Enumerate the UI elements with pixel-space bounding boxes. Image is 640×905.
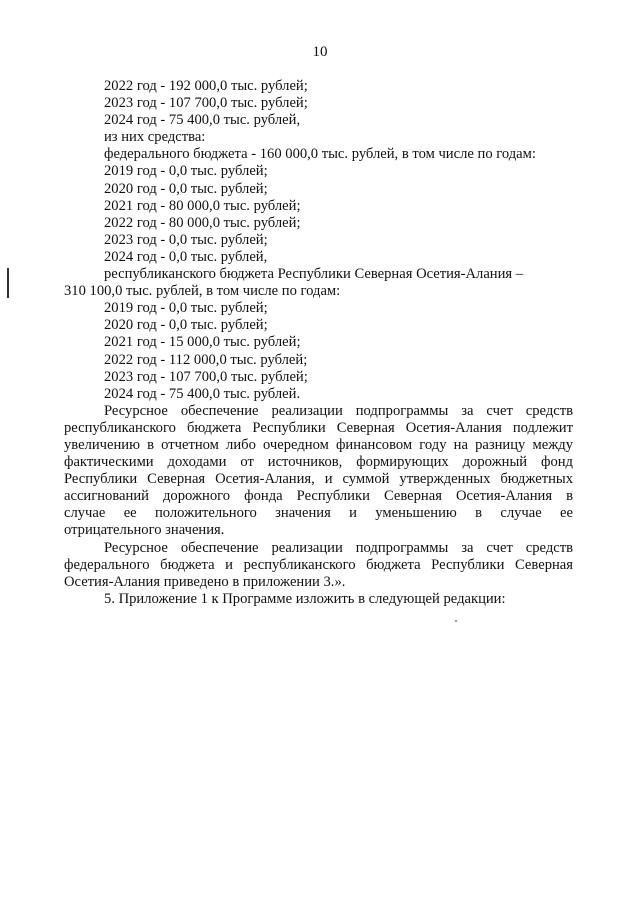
paragraph-line: увеличению в отчетном либо очередном финансовом году на разницу между — [64, 436, 573, 453]
amendment-item-5: 5. Приложение 1 к Программе изложить в следующей редакции: — [104, 590, 506, 607]
republic-budget-line: республиканского бюджета Республики Северная Осетия-Алания – — [104, 266, 524, 283]
paragraph-line: фактическими доходами от источников, формирующих дорожный фонд — [64, 454, 573, 471]
paragraph-resource-appendix — [64, 540, 573, 591]
funding-line: 2023 год - 107 700,0 тыс. рублей; — [104, 95, 308, 112]
funding-line: 2022 год - 112 000,0 тыс. рублей; — [104, 351, 308, 368]
paragraph-line: случае ее положительного значения и уменьшению в случае ее — [64, 505, 573, 522]
federal-budget-line: федерального бюджета - 160 000,0 тыс. рублей, в том числе по годам: — [104, 146, 536, 163]
paragraph-line: Республики Северная Осетия-Алания, и суммой утвержденных бюджетных — [64, 471, 573, 488]
funding-line: 2020 год - 0,0 тыс. рублей; — [104, 180, 268, 197]
funding-line: 2019 год - 0,0 тыс. рублей; — [104, 300, 268, 317]
margin-mark — [7, 268, 9, 298]
funding-line: 2023 год - 0,0 тыс. рублей; — [104, 231, 268, 248]
funding-line: 2023 год - 107 700,0 тыс. рублей; — [104, 368, 308, 385]
funding-line: 2022 год - 80 000,0 тыс. рублей; — [104, 214, 301, 231]
funding-line: 2020 год - 0,0 тыс. рублей; — [104, 317, 268, 334]
paragraph-line: Ресурсное обеспечение реализации подпрограммы за счет средств — [104, 539, 573, 556]
page-number: 10 — [312, 44, 328, 60]
funding-line: 2021 год - 15 000,0 тыс. рублей; — [104, 334, 301, 351]
funding-line: 2022 год - 192 000,0 тыс. рублей; — [104, 78, 308, 94]
paragraph-line: Осетия-Алания приведено в приложении 3.». — [64, 573, 346, 590]
funding-line: 2021 год - 80 000,0 тыс. рублей; — [104, 197, 301, 214]
republic-budget-total: 310 100,0 тыс. рублей, в том числе по годам: — [64, 283, 341, 300]
paragraph-resource-adjustment — [64, 403, 573, 540]
funding-line: 2019 год - 0,0 тыс. рублей; — [104, 163, 268, 180]
funding-sources-heading: из них средства: — [104, 129, 206, 146]
funding-line: 2024 год - 75 400,0 тыс. рублей. — [104, 385, 301, 402]
funding-line: 2024 год - 0,0 тыс. рублей, — [104, 248, 268, 265]
document-body — [64, 78, 573, 608]
paragraph-line: ассигнований дорожного фонда Республики Северная Осетия-Алания в — [64, 488, 573, 505]
paragraph-line: республиканского бюджета Республики Северная Осетия-Алания подлежит — [64, 419, 573, 436]
paragraph-line: отрицательного значения. — [64, 522, 225, 539]
scan-speck — [455, 620, 457, 622]
paragraph-line: федерального бюджета и республиканского бюджета Республики Северная — [64, 556, 573, 573]
paragraph-line: Ресурсное обеспечение реализации подпрограммы за счет средств — [104, 402, 573, 419]
funding-line: 2024 год - 75 400,0 тыс. рублей, — [104, 112, 301, 129]
